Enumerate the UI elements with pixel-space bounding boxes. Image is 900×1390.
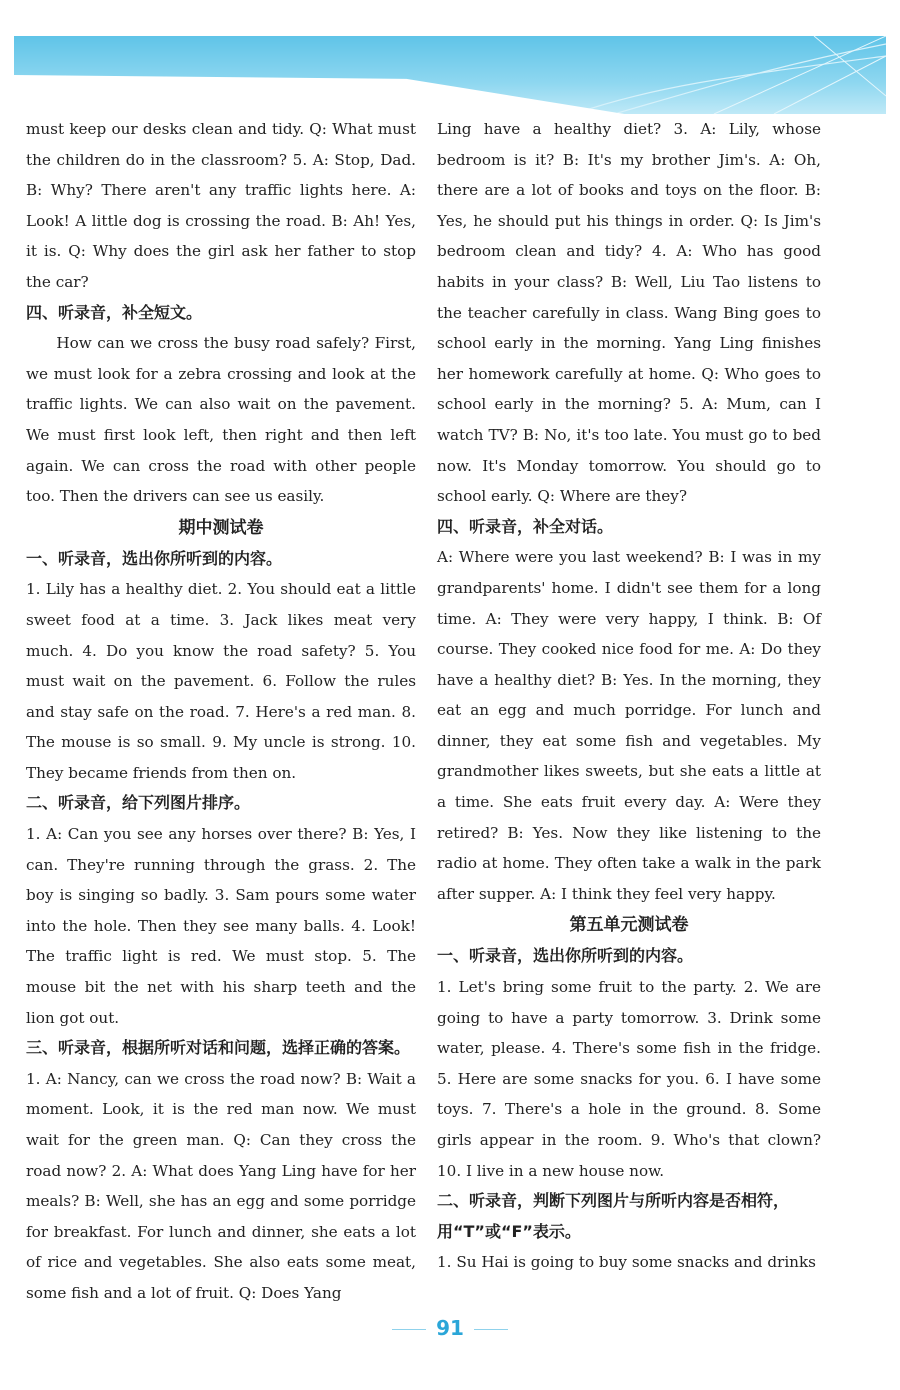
section-heading: 一、听录音，选出你所听到的内容。 xyxy=(26,548,283,568)
header-banner xyxy=(14,36,886,114)
section-heading: 二、听录音，判断下列图片与所听内容是否相符，用“T”或“F”表示。 xyxy=(437,1191,790,1241)
section-heading: 四、听录音，补全对话。 xyxy=(437,516,614,536)
transcript-text: Ling have a healthy diet? 3. A: Lily, whose bedroom is it? B: It's my brother Jim's. A: Oh, there are a lot of books and toys on the floor. B: Yes, he should put his things in order. Q: Is Jim's bedroom clean and tidy? 4. A: Who has good habits in your class? B: Well, Liu Tao listens to the teacher carefully in class. Wang Bing goes to school early in the morning. Yang Ling finishes her homework carefully at home. Q: Who goes to school early in the morning? 5. A: Mum, can I watch TV? B: No, it's too late. You must go to bed now. It's Monday tomorrow. You should go to school early. Q: Where are they? xyxy=(437,120,821,506)
section-heading: 三、听录音，根据所听对话和问题，选择正确的答案。 xyxy=(26,1038,411,1058)
transcript-text: must keep our desks clean and tidy. Q: What must the children do in the classroom? 5. A: Stop, Dad. B: Why? There aren't any traffic lights here. A: Look! A little dog is crossing the road. B: Ah! Yes, it is. Q: Why does the girl ask her father to stop the car? xyxy=(26,120,416,291)
page-number-rule-left xyxy=(392,1329,426,1330)
transcript-text: 1. A: Can you see any horses over there? B: Yes, I can. They're running through the grass. 2. The boy is singing so badly. 3. Sam pours some water into the hole. Then they see many balls. 4. Look! The traffic light is red. We must stop. 5. The mouse bit the net with his sharp teeth and the lion got out. xyxy=(26,825,416,1027)
transcript-text: 1. Lily has a healthy diet. 2. You should eat a little sweet food at a time. 3. Jack likes meat very much. 4. Do you know the road safety? 5. You must wait on the pavement. 6. Follow the rules and stay safe on the road. 7. Here's a red man. 8. The mouse is so small. 9. My uncle is strong. 10. They became friends from then on. xyxy=(26,580,416,782)
passage-paragraph: How can we cross the busy road safely? First, we must look for a zebra crossing and look at the traffic lights. We can also wait on the pavement. We must first look left, then right and then left again. We can cross the road with other people too. Then the drivers can see us easily. xyxy=(26,334,416,506)
page-number-text: 91 xyxy=(436,1316,464,1340)
left-column xyxy=(26,114,416,1309)
transcript-text: 1. Let's bring some fruit to the party. 2. We are going to have a party tomorrow. 3. Drink some water, please. 4. There's some fish in the fridge. 5. Here are some snacks for you. 6. I have some toys. 7. There's a hole in the ground. 8. Some girls appear in the room. 9. Who's that clown? 10. I live in a new house now. xyxy=(437,978,821,1180)
transcript-text: 1. Su Hai is going to buy some snacks and drinks xyxy=(437,1253,816,1272)
section-heading: 二、听录音，给下列图片排序。 xyxy=(26,793,251,813)
section-heading: 四、听录音，补全短文。 xyxy=(26,302,203,322)
test-title: 期中测试卷 xyxy=(178,517,264,538)
page-number xyxy=(0,1316,900,1340)
test-title: 第五单元测试卷 xyxy=(569,915,689,936)
section-heading: 一、听录音，选出你所听到的内容。 xyxy=(437,946,694,966)
right-column xyxy=(437,114,821,1278)
banner-wave-decoration xyxy=(14,36,886,114)
page-number-rule-right xyxy=(474,1329,508,1330)
transcript-text: A: Where were you last weekend? B: I was in my grandparents' home. I didn't see them for a long time. A: They were very happy, I think. B: Of course. They cooked nice food for me. A: Do they have a healthy diet? B: Yes. In the morning, they eat an egg and much porridge. For lunch and dinner, they eat some fish and vegetables. My grandmother likes sweets, but she eats a little at a time. She eats fruit every day. A: Were they retired? B: Yes. Now they like listening to the radio at home. They often take a walk in the park after supper. A: I think they feel very happy. xyxy=(437,548,821,903)
transcript-text: 1. A: Nancy, can we cross the road now? B: Wait a moment. Look, it is the red man now. We must wait for the green man. Q: Can they cross the road now? 2. A: What does Yang Ling have for her meals? B: Well, she has an egg and some porridge for breakfast. For lunch and dinner, she eats a lot of rice and vegetables. She also eats some meat, some fish and a lot of fruit. Q: Does Yang xyxy=(26,1069,416,1302)
